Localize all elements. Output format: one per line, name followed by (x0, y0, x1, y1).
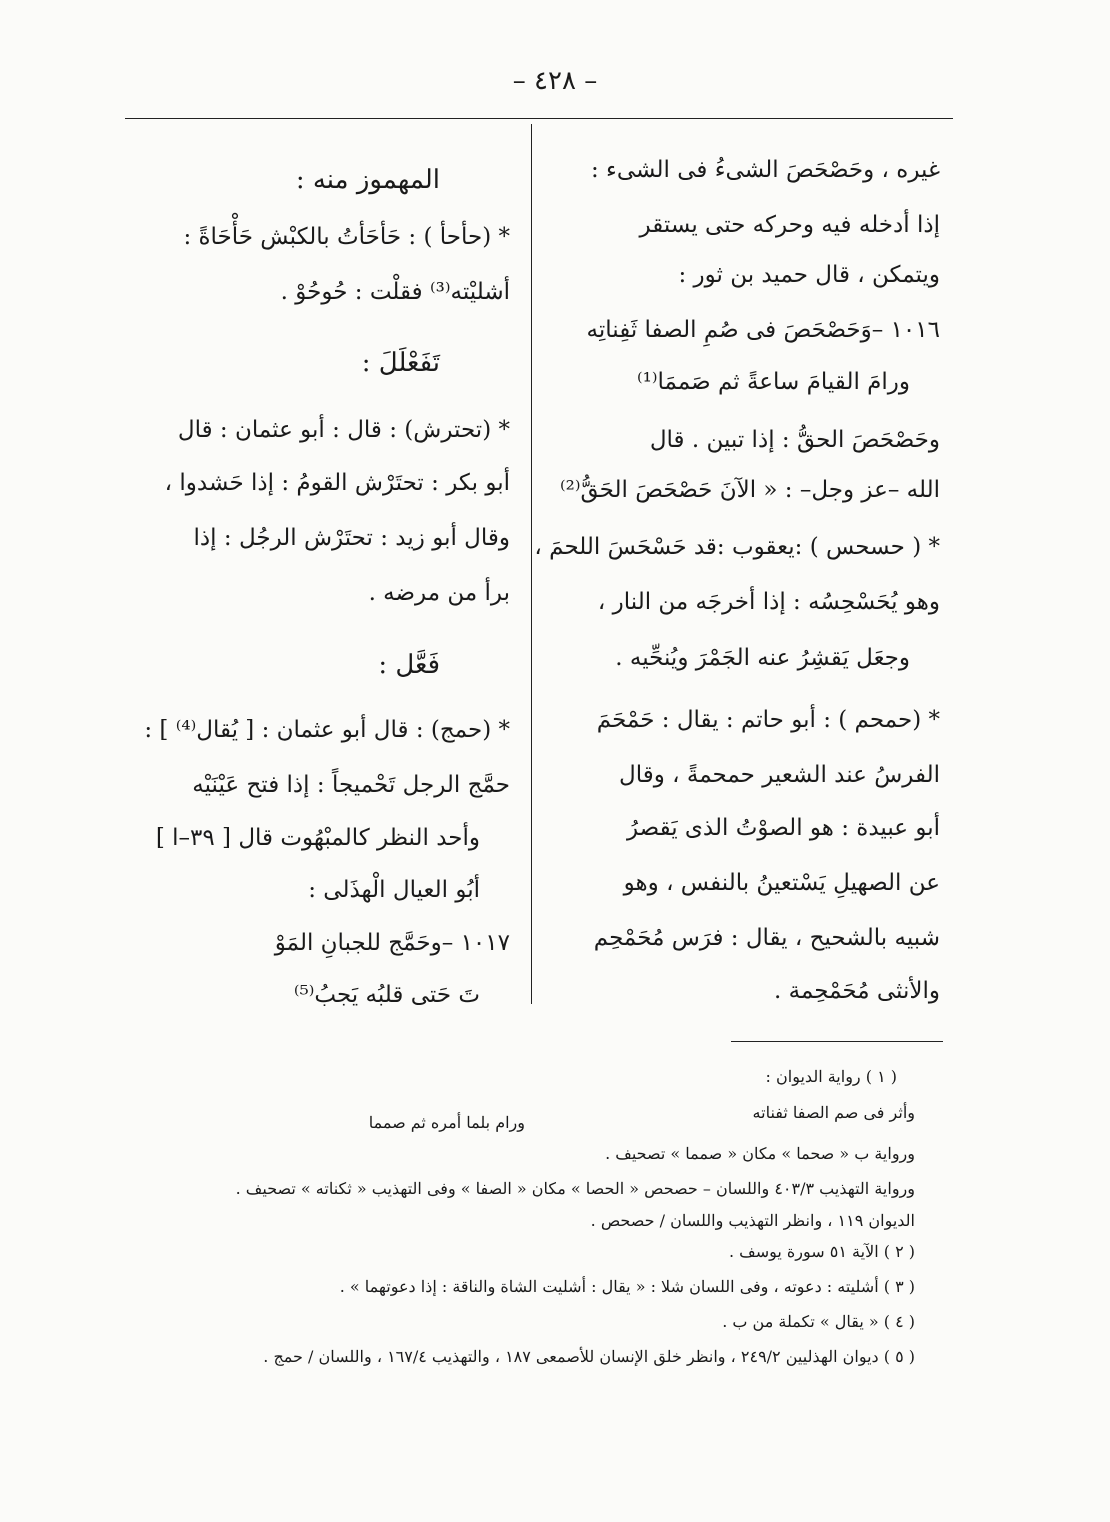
footnote-1: ( ١ ) رواية الديوان : (765, 1067, 897, 1086)
text-line: وجعَل يَقشِرُ عنه الجَمْرَ ويُنحِّيه . (615, 645, 910, 671)
footnote-1-verse-b: ورام بلما أمره ثم صمما (368, 1113, 525, 1132)
text-line: ويتمكن ، قال حميد بن ثور : (678, 262, 940, 288)
text-line: شبيه بالشحيح ، يقال : فرَس مُحَمْحِم (593, 925, 940, 951)
footnote-5: ( ٥ ) ديوان الهذليين ٢٤٩/٢ ، وانظر خلق الإنسان للأصمعى ١٨٧ ، والتهذيب ١٦٧/٤ ، واللسان / حمج . (263, 1347, 915, 1366)
header-rule (125, 118, 953, 119)
footnote-1-line: ورواية التهذيب ٤٠٣/٣ واللسان – حصحص « الحصا » مكان « الصفا » وفى التهذيب « ثكناته » تصحيف . (235, 1179, 915, 1198)
verse-line: ١٠١٦ –وَحَصْحَصَ فى صُمِ الصفا ثَفِناتِه (586, 317, 940, 343)
entry-line: * (حأحأ ) : حَأحَأتُ بالكبْش حَأْحَاةً : (183, 224, 510, 250)
section-heading: تَفَعْلَلَ : (361, 348, 440, 378)
footnote-2: ( ٢ ) الآية ٥١ سورة يوسف . (728, 1242, 915, 1261)
text-line: أشليْته⁽³⁾ فقلْت : حُوحُوْ . (280, 279, 510, 305)
text-line: حمَّج الرجل تَحْميجاً : إذا فتح عَيْنَيْه (192, 772, 510, 798)
text-line: وقال أبو زيد : تحتَرْش الرجُل : إذا (193, 525, 510, 551)
text-line: وحَصْحَصَ الحقُّ : إذا تبين . قال (649, 427, 940, 453)
verse-line: ورامَ القيامَ ساعةً ثم صَممَا⁽¹⁾ (636, 369, 910, 395)
page-number: – ٤٢٨ – (512, 66, 598, 96)
section-heading: فَعَّل : (378, 650, 440, 680)
text-line: الله –عز وجل– : « الآنَ حَصْحَصَ الحَقُّ⁽²⁾ (559, 477, 940, 503)
footnote-1-line: ورواية ب « صحما » مكان « صمما » تصحيف . (605, 1144, 915, 1163)
column-divider (531, 124, 532, 1004)
text-line: عن الصهيلِ يَسْتعينُ بالنفس ، وهو (623, 870, 940, 896)
text-line: إذا أدخله فيه وحركه حتى يستقر (639, 212, 940, 238)
footnote-1-line: الديوان ١١٩ ، وانظر التهذيب واللسان / حصحص . (590, 1211, 915, 1230)
entry-line: * (حمج) : قال أبو عثمان : [ يُقال⁽⁴⁾ ] : (144, 717, 510, 743)
section-heading: المهموز منه : (295, 165, 440, 195)
footnote-1-verse-a: وأثر فى صم الصفا ثفناته (752, 1103, 915, 1122)
verse-line: ١٠١٧ –وحَمَّج للجبانِ المَوْ (274, 930, 510, 956)
text-line: أبُو العيال الْهذَلى : (308, 877, 480, 903)
text-line: والأنثى مُحَمْحِمة . (774, 978, 940, 1004)
verse-line: تَ حَتى قلبُه يَجبُ⁽⁵⁾ (293, 982, 480, 1008)
text-line: أبو عبيدة : هو الصوْتُ الذى يَقصرُ (626, 815, 940, 841)
text-line: غيره ، وحَصْحَصَ الشىءُ فى الشىء : (590, 157, 940, 183)
text-line: الفرسُ عند الشعير حمحمةً ، وقال (619, 762, 940, 788)
footnote-4: ( ٤ ) « يقال » تكملة من ب . (722, 1312, 915, 1331)
entry-line: * (تحترش) : قال : أبو عثمان : قال (177, 417, 510, 443)
text-line: أبو بكر : تحتَرْش القومُ : إذا حَشدوا ، (164, 470, 510, 496)
footnote-3: ( ٣ ) أشليته : دعوته ، وفى اللسان شلا : « يقال : أشليت الشاة والناقة : إذا دعوتهما » . (339, 1277, 915, 1296)
text-line: وهو يُحَسْحِسُه : إذا أخرجَه من النار ، (597, 589, 940, 615)
text-line: وأحد النظر كالمبْهُوت قال [ ٣٩–ا ] (155, 825, 480, 851)
footnote-rule (731, 1041, 943, 1042)
entry-line: * ( حسحس ) :يعقوب :قد حَسْحَسَ اللحمَ ، (534, 534, 940, 560)
entry-line: * (حمحم ) : أبو حاتم : يقال : حَمْحَمَ (596, 707, 940, 733)
text-line: برأ من مرضه . (368, 580, 510, 606)
